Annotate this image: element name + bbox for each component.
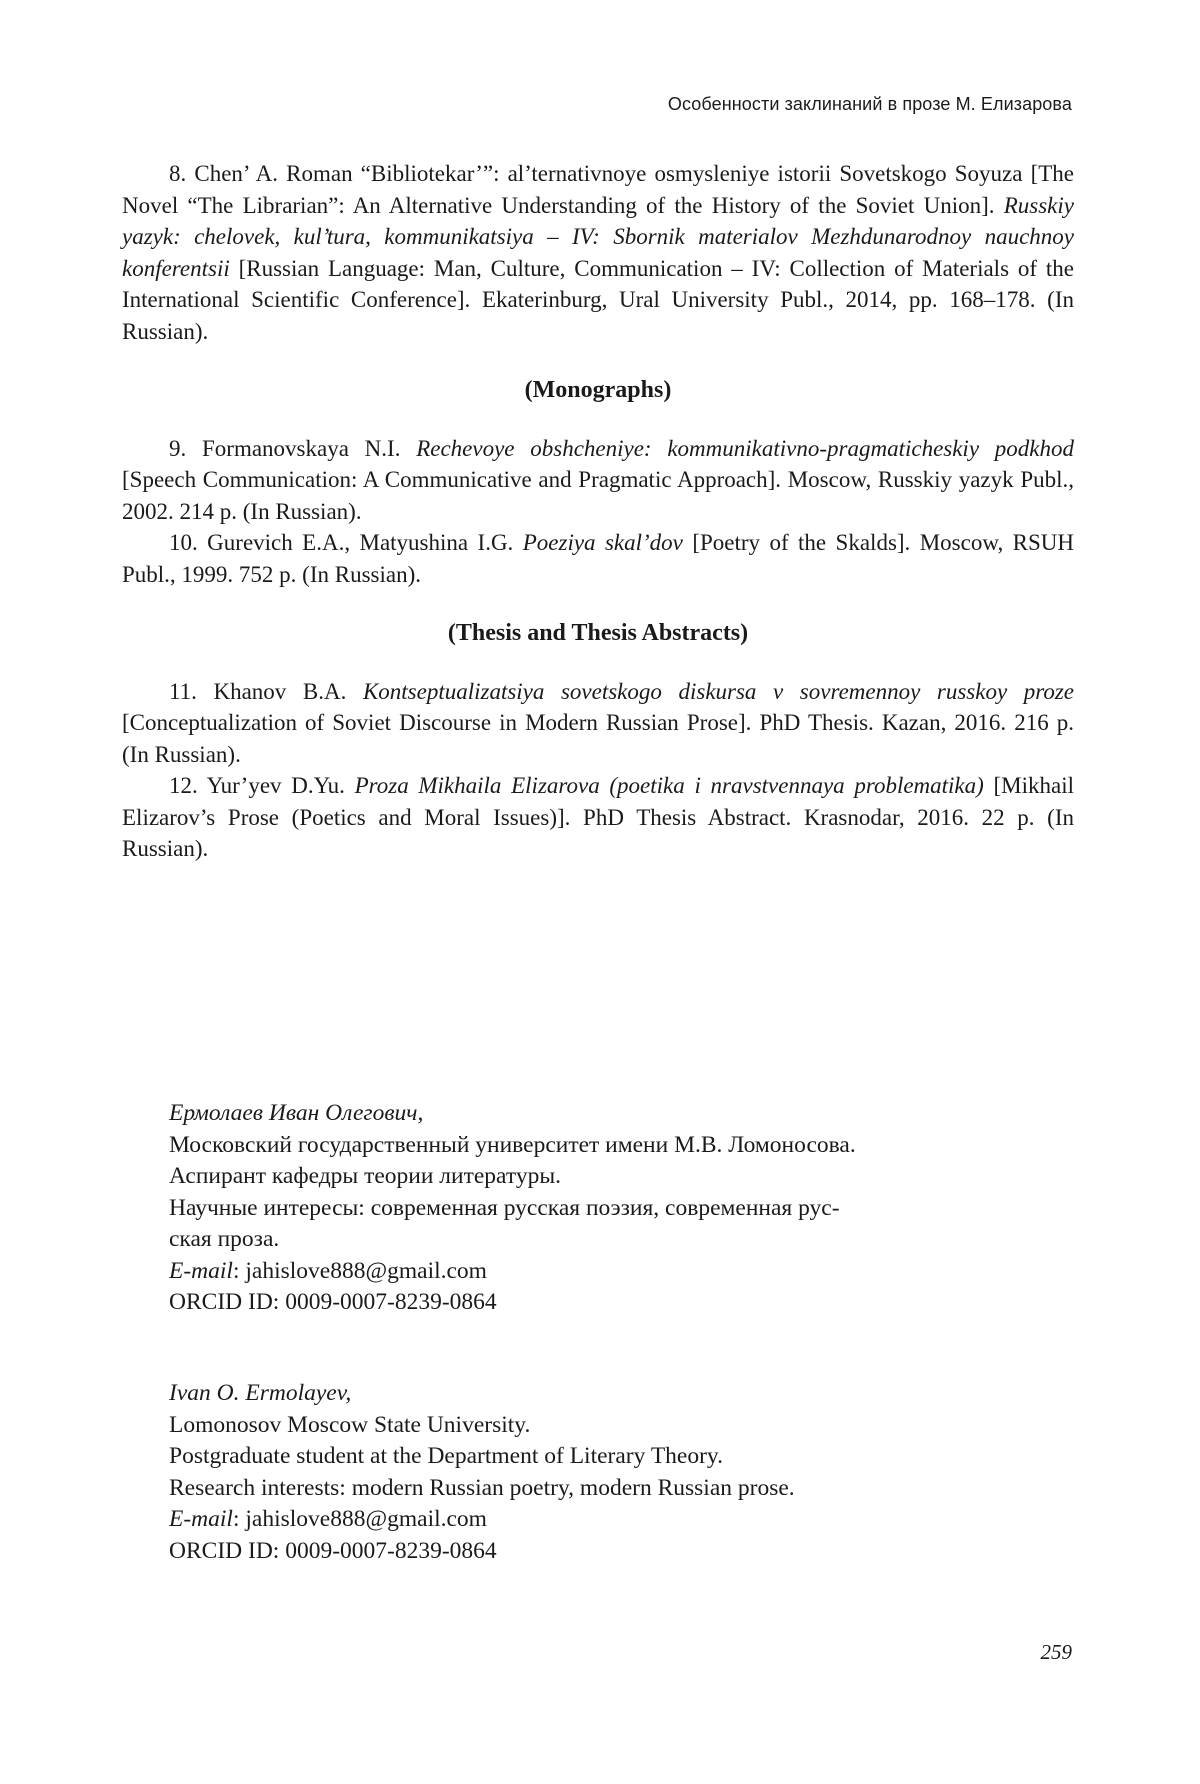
reference-9-lead: 9. Formanovskaya N.I. [169,436,416,461]
author-info-english [169,1378,1074,1567]
reference-8-tail: [Russian Language: Man, Culture, Communication – IV: Collection of Materials of the International Scientific Conference]. Ekaterinburg, Ural University Publ., 2014, pp. 168–178. (In Russian). [122,256,1074,344]
author-orcid-ru: ORCID ID: 0009-0007-8239-0864 [169,1287,1074,1319]
author-name-en: Ivan O. Ermolayev, [169,1380,351,1406]
reference-list [122,158,1074,865]
reference-10 [122,527,1074,590]
reference-8-title: Russkiy yazyk: chelovek, kul’tura, kommunikatsiya – IV: Sbornik materialov Mezhdunarodnoy nauchnoy konferentsii [122,193,1074,281]
reference-10-title: Poeziya skal’dov [523,530,683,555]
author-info-russian [169,1098,1074,1319]
reference-8 [122,158,1074,347]
author-position-ru: Аспирант кафедры теории литературы. [169,1161,1074,1193]
author-email-en[interactable]: : jahislove888@gmail.com [233,1506,487,1532]
reference-11-title: Kontseptualizatsiya sovetskogo diskursa v sovremennoy russkoy proze [363,679,1074,704]
reference-8-lead: 8. Chen’ A. Roman “Bibliotekar’”: al’ternativnoye osmysleniye istorii Sovetskogo Soyuza [The Novel “The Librarian”: An Alternative Understanding of the History of the Soviet Union]. [122,161,1074,218]
author-interests-en: Research interests: modern Russian poetry, modern Russian prose. [169,1473,1074,1505]
author-affiliation-ru: Московский государственный университет имени М.В. Ломоносова. [169,1130,1074,1162]
reference-12-title: Proza Mikhaila Elizarova (poetika i nravstvennaya problematika) [355,773,984,798]
author-interests-ru-line2: ская проза. [169,1224,1074,1256]
author-position-en: Postgraduate student at the Department of Literary Theory. [169,1441,1074,1473]
reference-12-tail: [Mikhail Elizarov’s Prose (Poetics and Moral Issues)]. PhD Thesis Abstract. Krasnodar, 2016. 22 p. (In Russian). [122,773,1074,861]
author-orcid-en: ORCID ID: 0009-0007-8239-0864 [169,1536,1074,1568]
author-name-ru: Ермолаев Иван Олегович, [169,1100,423,1126]
reference-9-tail: [Speech Communication: A Communicative and Pragmatic Approach]. Moscow, Russkiy yazyk Publ., 2002. 214 p. (In Russian). [122,467,1074,524]
author-affiliation-en: Lomonosov Moscow State University. [169,1410,1074,1442]
section-heading-thesis: (Thesis and Thesis Abstracts) [122,618,1074,650]
email-label-ru: E-mail [169,1258,233,1284]
reference-9 [122,433,1074,528]
reference-11 [122,676,1074,771]
reference-9-title: Rechevoye obshcheniye: kommunikativno-pragmaticheskiy podkhod [416,436,1074,461]
author-email-ru[interactable]: : jahislove888@gmail.com [233,1258,487,1284]
section-heading-monographs: (Monographs) [122,375,1074,407]
reference-10-tail: [Poetry of the Skalds]. Moscow, RSUH Publ., 1999. 752 p. (In Russian). [122,530,1074,587]
reference-12 [122,770,1074,865]
reference-11-lead: 11. Khanov B.A. [169,679,363,704]
reference-11-tail: [Conceptualization of Soviet Discourse in Modern Russian Prose]. PhD Thesis. Kazan, 2016. 216 p. (In Russian). [122,710,1074,767]
running-title: Особенности заклинаний в прозе М. Елизарова [668,94,1072,115]
reference-12-lead: 12. Yur’yev D.Yu. [169,773,355,798]
reference-10-lead: 10. Gurevich E.A., Matyushina I.G. [169,530,523,555]
page-number: 259 [1041,1640,1073,1665]
email-label-en: E-mail [169,1506,233,1532]
author-interests-ru-line1: Научные интересы: современная русская поэзия, современная рус- [169,1193,1074,1225]
